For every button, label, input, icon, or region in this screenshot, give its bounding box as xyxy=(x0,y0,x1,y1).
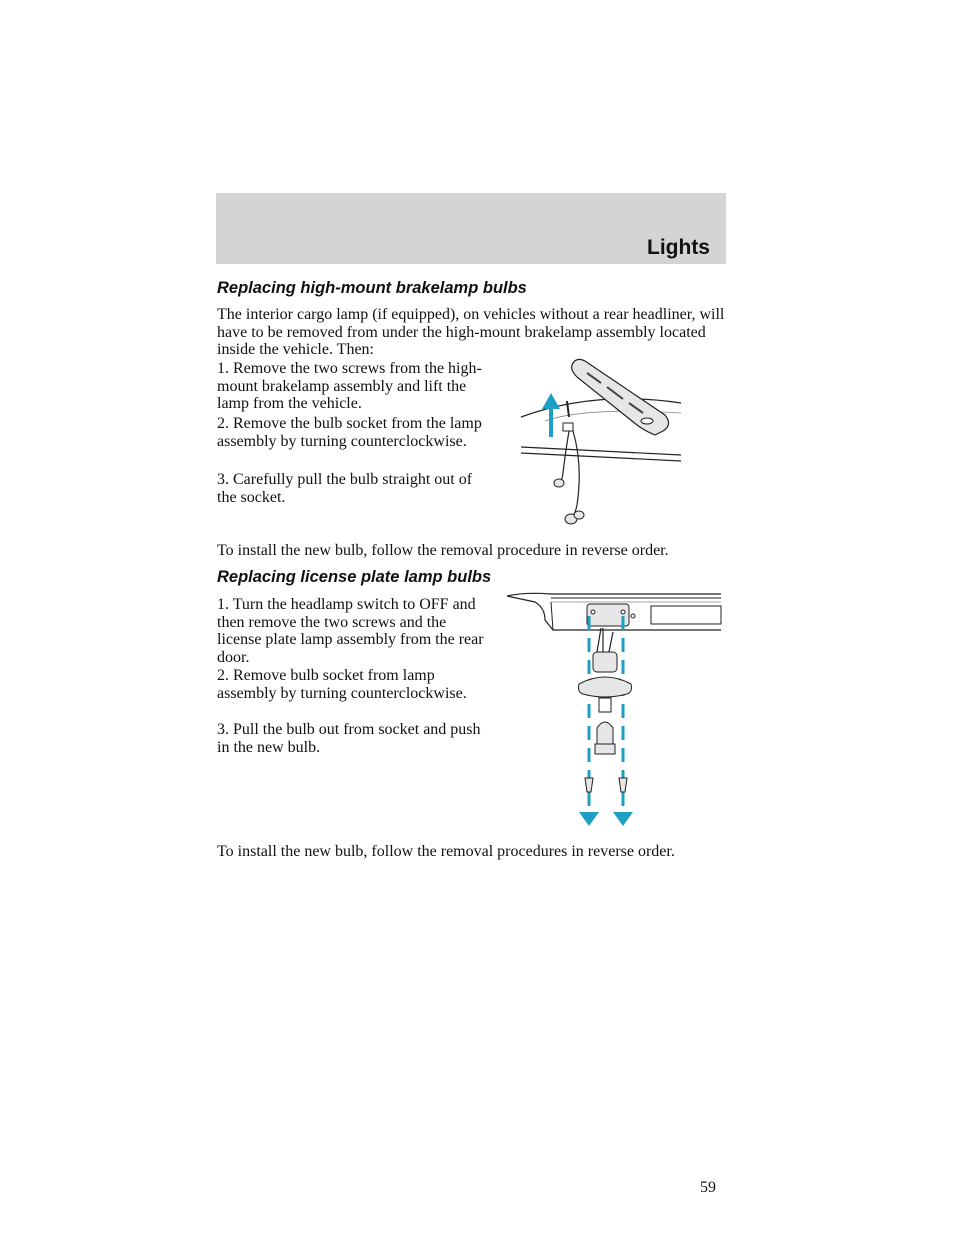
section2-heading: Replacing license plate lamp bulbs xyxy=(217,568,492,586)
section2-closing: To install the new bulb, follow the removal procedures in reverse order. xyxy=(217,843,675,860)
section-header-band xyxy=(216,193,726,264)
section1-intro: The interior cargo lamp (if equipped), on vehicles without a rear headliner, will have to be removed from under the high-mount brakelamp assembly located inside the vehicle. Then: xyxy=(217,306,725,358)
section2-step-2: 2. Remove bulb socket from lamp assembly by turning counterclockwise. xyxy=(217,667,467,702)
page-number: 59 xyxy=(700,1179,716,1196)
section1-step-2: 2. Remove the bulb socket from the lamp assembly by turning counterclockwise. xyxy=(217,415,482,450)
license-plate-lamp-illustration xyxy=(505,588,723,828)
brakelamp-illustration xyxy=(515,355,685,530)
section-title: Lights xyxy=(647,236,710,259)
section1-heading: Replacing high-mount brakelamp bulbs xyxy=(217,279,527,297)
section2-step-1: 1. Turn the headlamp switch to OFF and then remove the two screws and the license plate lamp assembly from the rear door. xyxy=(217,596,484,666)
section2-step-3: 3. Pull the bulb out from socket and push in the new bulb. xyxy=(217,721,481,756)
section1-closing: To install the new bulb, follow the removal procedure in reverse order. xyxy=(217,542,669,559)
section1-step-3: 3. Carefully pull the bulb straight out of the socket. xyxy=(217,471,473,506)
section1-step-1: 1. Remove the two screws from the high-mount brakelamp assembly and lift the lamp from the vehicle. xyxy=(217,360,482,412)
